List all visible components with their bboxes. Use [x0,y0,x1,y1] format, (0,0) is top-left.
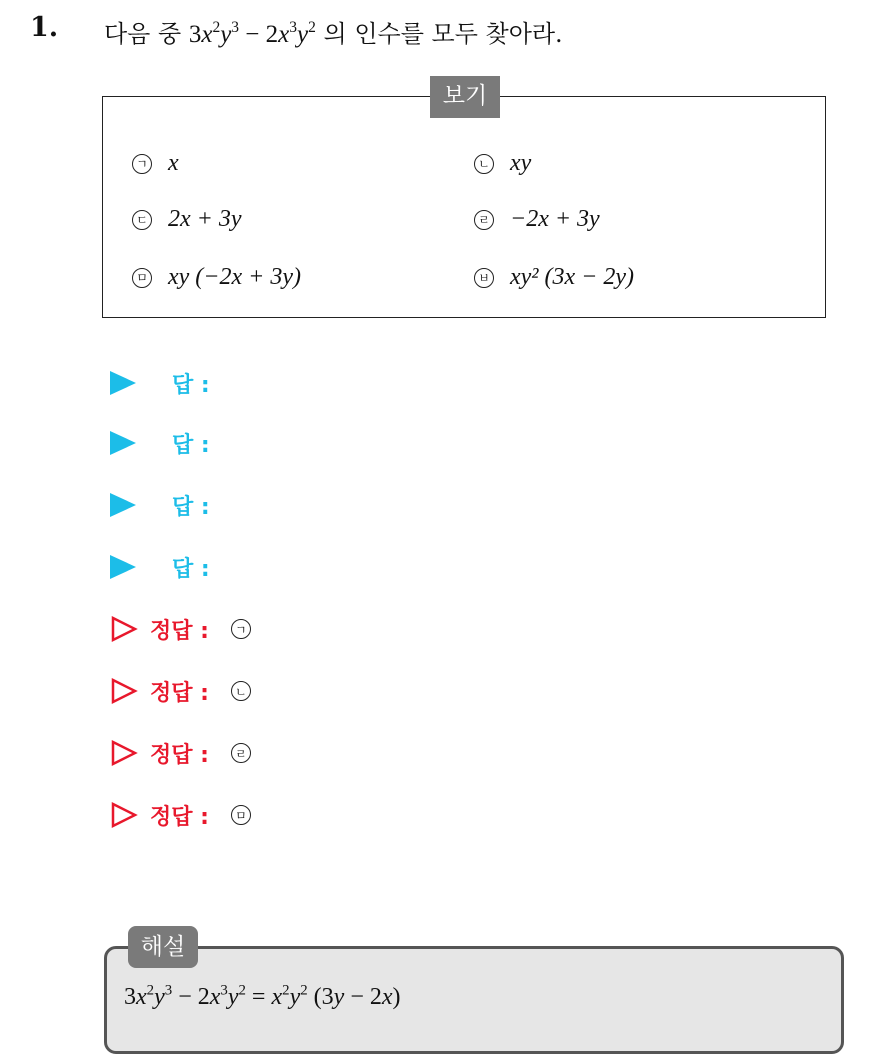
correct-mark: ㅁ [231,805,251,825]
choice-mark-circle: ㄹ [474,210,494,230]
play-triangle-icon [110,555,136,579]
play-triangle-icon [110,431,136,455]
choice-3 [132,206,242,233]
correct-mark: ㄹ [231,743,251,763]
question-expression: $3x^2y^3 - 2x^3y^2$ [188,18,316,48]
choice-mark-circle: ㅁ [132,268,152,288]
answer-label: 답 : [172,372,210,398]
correct-label: 정답 : [150,618,209,644]
choice-5 [132,264,301,291]
play-triangle-icon [110,493,136,517]
correct-mark: ㄱ [231,619,251,639]
correct-label: 정답 : [150,804,209,830]
correct-row-1 [110,612,251,646]
answer-row-4 [110,550,210,584]
play-triangle-icon [110,371,136,395]
choice-2 [474,150,531,177]
question-number: 1. [30,12,59,43]
outline-triangle-icon [110,801,138,829]
choice-expression: 2x + 3y [168,206,242,232]
correct-label: 정답 : [150,680,209,706]
question-text [104,14,563,49]
choice-mark-circle: ㄷ [132,210,152,230]
choice-6 [474,264,634,291]
question-suffix: 의 인수를 모두 찾아라. [323,20,563,48]
answer-label: 답 : [172,494,210,520]
correct-label: 정답 : [150,742,209,768]
question-prefix: 다음 중 [104,20,182,48]
correct-row-2 [110,674,251,708]
choice-expression: xy [510,150,532,176]
choice-expression: xy² (3x − 2y) [510,264,634,290]
explanation-title: 해설 [128,926,198,968]
answer-row-1 [110,366,210,400]
correct-mark: ㄴ [231,681,251,701]
answer-label: 답 : [172,556,210,582]
choice-expression: x [168,150,179,176]
choice-1 [132,150,179,177]
choice-expression: −2x + 3y [510,206,600,232]
correct-row-3 [110,736,251,770]
choice-mark-circle: ㄴ [474,154,494,174]
bogi-title: 보기 [430,76,500,118]
choice-expression: xy (−2x + 3y) [168,264,301,290]
choice-4 [474,206,600,233]
choice-mark-circle: ㅂ [474,268,494,288]
choice-mark-circle: ㄱ [132,154,152,174]
outline-triangle-icon [110,615,138,643]
explanation-equation: $3x^2y^3 - 2x^3y^2 = x^2y^2$ (3y − 2x) [124,982,401,1010]
outline-triangle-icon [110,677,138,705]
correct-row-4 [110,798,251,832]
answer-row-2 [110,426,210,460]
outline-triangle-icon [110,739,138,767]
answer-label: 답 : [172,432,210,458]
answer-row-3 [110,488,210,522]
